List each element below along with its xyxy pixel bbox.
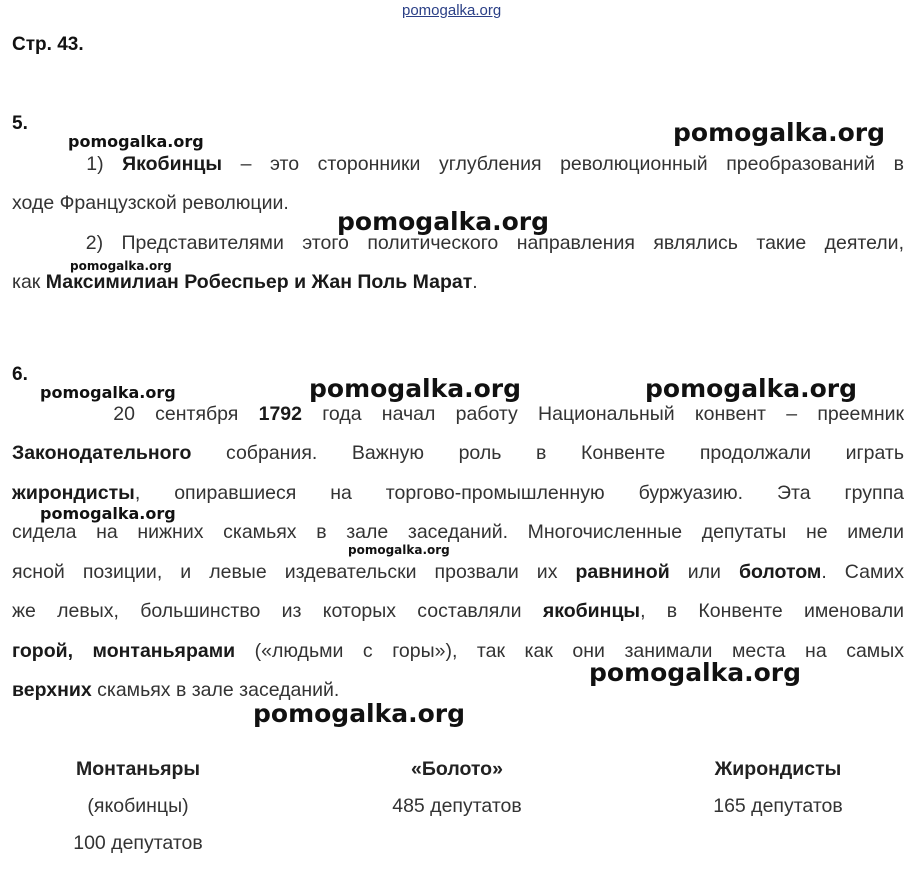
watermark: pomogalka.org [645,374,858,403]
watermark: pomogalka.org [673,118,886,147]
faction-deputies: 100 депутатов [73,832,203,854]
site-link[interactable]: pomogalka.org [402,2,502,19]
watermark: pomogalka.org [589,658,802,687]
faction-title: «Болото» [411,758,503,780]
faction-deputies: 485 депутатов [392,795,522,817]
leaders-names: Максимилиан Робеспьер и Жан Поль Марат [45,271,473,293]
faction-title: Монтаньяры [75,758,201,780]
faction-girondins [628,758,919,818]
task-6-line-6: же левых, большинство из которых составляли якобинцы, в Конвенте именовали [12,600,905,622]
task-5-paragraph-2-line-2: как Максимилиан Робеспьер и Жан Поль Марат. [12,271,478,293]
task-5-paragraph-1-line-2: ходе Французской революции. [12,192,289,214]
task-6-line-8: верхних скамьях в зале заседаний. [12,679,340,701]
watermark: pomogalka.org [40,383,176,402]
faction-deputies: 165 депутатов [713,795,843,817]
task-6-line-4: сидела на нижних скамьях в зале заседаний. Многочисленные депутаты не имели [12,521,904,543]
term-jacobins: Якобинцы [122,153,223,175]
year-1792: 1792 [258,403,302,425]
faction-note: (якобинцы) [87,795,189,817]
watermark: pomogalka.org [40,504,176,523]
task-5-number: 5. [12,113,28,134]
watermark: pomogalka.org [70,259,172,273]
task-5-paragraph-1-line-1: 1) Якобинцы – это сторонники углубления революционный преобразований в [86,153,904,175]
watermark: pomogalka.org [68,132,204,151]
task-6-line-5: ясной позиции, и левые издевательски прозвали их равниной или болотом. Самих [12,561,904,583]
watermark: pomogalka.org [253,699,466,728]
task-5-paragraph-2-line-1: 2) Представителями этого политического направления являлись такие деятели, [85,232,904,254]
faction-montagnards [0,758,288,855]
watermark: pomogalka.org [309,374,522,403]
watermark: pomogalka.org [337,207,550,236]
watermark: pomogalka.org [348,543,450,557]
faction-plain [307,758,607,818]
task-6-line-2: Законодательного собрания. Важную роль в Конвенте продолжали играть [12,442,904,464]
task-6-line-7: горой, монтаньярами («людьми с горы»), так как они занимали места на самых [12,640,904,662]
task-6-line-1: 20 сентября 1792 года начал работу Национальный конвент – преемник [113,403,905,425]
task-6-number: 6. [12,364,28,385]
faction-title: Жирондисты [714,758,842,780]
task-6-line-3: жирондисты, опиравшиеся на торгово-промышленную буржуазию. Эта группа [12,482,904,504]
page-label: Стр. 43. [12,34,84,55]
